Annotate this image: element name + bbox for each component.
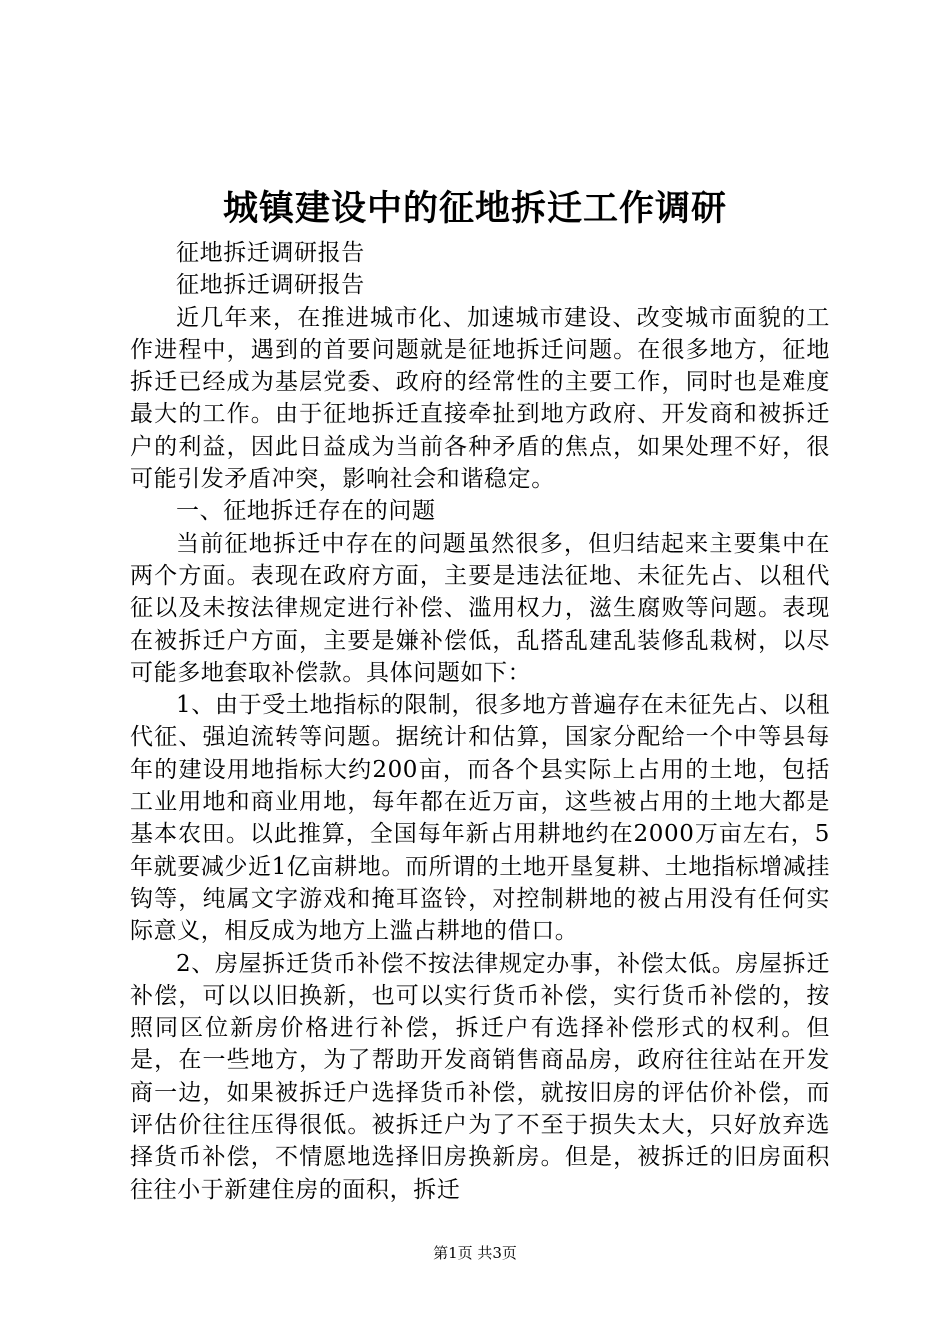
section-1-paragraph: 当前征地拆迁中存在的问题虽然很多，但归结起来主要集中在两个方面。表现在政府方面，主要是违法征地、未征先占、以租代征以及未按法律规定进行补偿、滥用权力，滋生腐败等问题。表现在被拆迁户方面，主要是嫌补偿低，乱搭乱建乱装修乱栽树，以尽可能多地套取补偿款。具体问题如下： — [130, 530, 830, 686]
document-body — [130, 237, 830, 1206]
document-title: 城镇建设中的征地拆迁工作调研 — [222, 188, 727, 229]
page-footer: 第1页 共3页 — [433, 1244, 517, 1262]
section-heading-1: 一、征地拆迁存在的问题 — [176, 498, 436, 525]
subtitle-line-2: 征地拆迁调研报告 — [176, 272, 365, 299]
subtitle-line-1: 征地拆迁调研报告 — [176, 240, 365, 266]
intro-paragraph: 近几年来，在推进城市化、加速城市建设、改变城市面貌的工作进程中，遇到的首要问题就是征地拆迁问题。在很多地方，征地拆迁已经成为基层党委、政府的经常性的主要工作，同时也是难度最大的工作。由于征地拆迁直接牵扯到地方政府、开发商和被拆迁户的利益，因此日益成为当前各种矛盾的焦点，如果处理不好，很可能引发矛盾冲突，影响社会和谐稳定。 — [130, 304, 830, 493]
item-2-paragraph: 2、房屋拆迁货币补偿不按法律规定办事，补偿太低。房屋拆迁补偿，可以以旧换新，也可以实行货币补偿，实行货币补偿的，按照同区位新房价格进行补偿，拆迁户有选择补偿形式的权利。但是，在一些地方，为了帮助开发商销售商品房，政府往往站在开发商一边，如果被拆迁户选择货币补偿，就按旧房的评估价补偿，而评估价往往压得很低。被拆迁户为了不至于损失太大，只好放弃选择货币补偿，不情愿地选择旧房换新房。但是，被拆迁的旧房面积往往小于新建住房的面积，拆迁 — [130, 950, 830, 1203]
item-1-paragraph: 1、由于受土地指标的限制，很多地方普遍存在未征先占、以租代征、强迫流转等问题。据统计和估算，国家分配给一个中等县每年的建设用地指标大约200亩，而各个县实际上占用的土地，包括工业用地和商业用地，每年都在近万亩，这些被占用的土地大都是基本农田。以此推算，全国每年新占用耕地约在2000万亩左右，5年就要减少近1亿亩耕地。而所谓的土地开垦复耕、土地指标增减挂钩等，纯属文字游戏和掩耳盗铃，对控制耕地的被占用没有任何实际意义，相反成为地方上滥占耕地的借口。 — [130, 692, 830, 945]
